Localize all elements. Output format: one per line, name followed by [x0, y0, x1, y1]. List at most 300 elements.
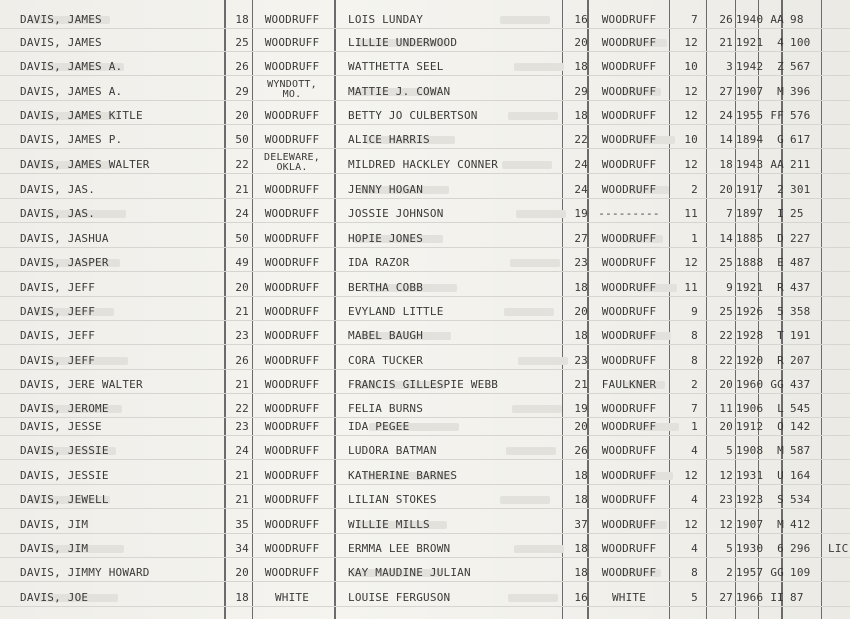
groom-residence: WOODRUFF: [264, 232, 320, 245]
bride-age: 20: [574, 305, 588, 318]
marriage-day: 11: [719, 402, 733, 415]
marriage-year: 1907: [736, 518, 764, 531]
groom-age: 23: [235, 329, 249, 342]
marriage-month: 9: [691, 305, 698, 318]
page-number: 211: [790, 158, 811, 171]
bride-age: 20: [574, 420, 588, 433]
bride-residence: WOODRUFF: [601, 232, 657, 245]
groom-name: DAVIS, JAMES A.: [20, 60, 123, 73]
groom-name: DAVIS, JAMES KITLE: [20, 109, 143, 122]
bride-name: FELIA BURNS: [348, 402, 424, 415]
bride-name: EVYLAND LITTLE: [348, 305, 444, 318]
marriage-month: 7: [691, 13, 698, 26]
groom-name: DAVIS, JERE WALTER: [20, 378, 143, 391]
bride-name: CORA TUCKER: [348, 354, 424, 367]
row-rule: [0, 124, 850, 125]
groom-residence: WOODRUFF: [264, 493, 320, 506]
bride-residence: WOODRUFF: [601, 542, 657, 555]
groom-age: 21: [235, 183, 249, 196]
page-number: 164: [790, 469, 811, 482]
bride-residence: WOODRUFF: [601, 354, 657, 367]
bride-name: LILLIE UNDERWOOD: [348, 36, 458, 49]
bleed-through-mark: [506, 447, 556, 455]
bride-name: LILIAN STOKES: [348, 493, 437, 506]
page-number: 545: [790, 402, 811, 415]
bride-name: LOIS LUNDAY: [348, 13, 424, 26]
groom-age: 24: [235, 444, 249, 457]
groom-name: DAVIS, JASHUA: [20, 232, 109, 245]
row-rule: [0, 100, 850, 101]
bride-residence: WOODRUFF: [601, 281, 657, 294]
groom-residence: WOODRUFF: [264, 354, 320, 367]
bride-age: 18: [574, 109, 588, 122]
marriage-day: 22: [719, 354, 733, 367]
marriage-day: 2: [726, 566, 733, 579]
page-number: 617: [790, 133, 811, 146]
book-number: E: [777, 256, 784, 269]
row-rule: [0, 271, 850, 272]
marriage-day: 20: [719, 183, 733, 196]
bride-residence: WOODRUFF: [601, 158, 657, 171]
marriage-month: 12: [684, 85, 698, 98]
row-rule: [0, 484, 850, 485]
marriage-year: 1955: [736, 109, 764, 122]
book-number: M: [777, 444, 784, 457]
marriage-day: 27: [719, 591, 733, 604]
bride-age: 18: [574, 60, 588, 73]
groom-name: DAVIS, JAS.: [20, 207, 96, 220]
groom-name: DAVIS, JESSE: [20, 420, 102, 433]
row-rule: [0, 581, 850, 582]
marriage-day: 27: [719, 85, 733, 98]
bride-age: 18: [574, 566, 588, 579]
groom-name: DAVIS, JAMES: [20, 36, 102, 49]
marriage-year: 1920: [736, 354, 764, 367]
book-number: R: [777, 281, 784, 294]
bride-name: MATTIE J. COWAN: [348, 85, 451, 98]
column-rule: [334, 0, 336, 619]
marriage-year: 1957: [736, 566, 764, 579]
marriage-month: 12: [684, 158, 698, 171]
groom-age: 26: [235, 60, 249, 73]
groom-name: DAVIS, JEFF: [20, 281, 96, 294]
bleed-through-mark: [514, 63, 564, 71]
marriage-year: 1942: [736, 60, 764, 73]
groom-residence: WOODRUFF: [264, 420, 320, 433]
groom-name: DAVIS, JEWELL: [20, 493, 109, 506]
bride-name: IDA RAZOR: [348, 256, 410, 269]
book-number: 5: [777, 305, 784, 318]
column-rule: [252, 0, 253, 619]
page-number: 437: [790, 281, 811, 294]
marriage-year: 1907: [736, 85, 764, 98]
bride-name: IDA PEGEE: [348, 420, 410, 433]
bride-name: LUDORA BATMAN: [348, 444, 437, 457]
row-rule: [0, 459, 850, 460]
marriage-month: 11: [684, 281, 698, 294]
bride-name: JOSSIE JOHNSON: [348, 207, 444, 220]
book-number: II: [770, 591, 784, 604]
marriage-day: 14: [719, 133, 733, 146]
bride-residence: WOODRUFF: [601, 85, 657, 98]
bleed-through-mark: [510, 259, 560, 267]
groom-age: 22: [235, 402, 249, 415]
bride-age: 22: [574, 133, 588, 146]
groom-residence: DELEWARE, OKLA.: [264, 152, 320, 173]
bride-age: 21: [574, 378, 588, 391]
bleed-through-mark: [514, 545, 564, 553]
marriage-month: 10: [684, 60, 698, 73]
groom-residence: WOODRUFF: [264, 13, 320, 26]
bleed-through-mark: [508, 594, 558, 602]
groom-age: 50: [235, 133, 249, 146]
groom-residence: WYNDOTT, MO.: [267, 79, 317, 100]
groom-residence: WOODRUFF: [264, 133, 320, 146]
groom-age: 20: [235, 281, 249, 294]
marriage-month: 2: [691, 378, 698, 391]
row-rule: [0, 173, 850, 174]
book-number: Z: [777, 60, 784, 73]
groom-age: 29: [235, 85, 249, 98]
groom-residence: WOODRUFF: [264, 183, 320, 196]
bride-residence: WOODRUFF: [601, 329, 657, 342]
bride-age: 20: [574, 36, 588, 49]
bride-residence: WOODRUFF: [601, 60, 657, 73]
bride-residence: WOODRUFF: [601, 133, 657, 146]
page-number: 437: [790, 378, 811, 391]
bride-age: 16: [574, 13, 588, 26]
marriage-day: 20: [719, 378, 733, 391]
marriage-day: 20: [719, 420, 733, 433]
marriage-year: 1888: [736, 256, 764, 269]
page-number: 567: [790, 60, 811, 73]
groom-name: DAVIS, JAS.: [20, 183, 96, 196]
page-number: 191: [790, 329, 811, 342]
marriage-year: 1917: [736, 183, 764, 196]
groom-residence: WOODRUFF: [264, 256, 320, 269]
marriage-month: 10: [684, 133, 698, 146]
book-number: O: [777, 420, 784, 433]
row-rule: [0, 369, 850, 370]
marriage-month: 11: [684, 207, 698, 220]
bride-residence: WOODRUFF: [601, 402, 657, 415]
bride-residence: WOODRUFF: [601, 305, 657, 318]
bride-name: KAY MAUDINE JULIAN: [348, 566, 471, 579]
bride-name: MABEL BAUGH: [348, 329, 424, 342]
marriage-month: 1: [691, 420, 698, 433]
bleed-through-mark: [500, 16, 550, 24]
marriage-month: 2: [691, 183, 698, 196]
bride-age: 18: [574, 281, 588, 294]
bride-residence: FAULKNER: [601, 378, 657, 391]
bride-age: 18: [574, 542, 588, 555]
groom-residence: WOODRUFF: [264, 469, 320, 482]
bleed-through-mark: [502, 161, 552, 169]
book-number: 4: [777, 36, 784, 49]
marriage-month: 4: [691, 493, 698, 506]
marriage-year: 1921: [736, 281, 764, 294]
groom-age: 18: [235, 13, 249, 26]
row-rule: [0, 508, 850, 509]
bride-name: ALICE HARRIS: [348, 133, 430, 146]
groom-age: 21: [235, 378, 249, 391]
marriage-year: 1921: [736, 36, 764, 49]
page-number: 142: [790, 420, 811, 433]
bride-name: FRANCIS GILLESPIE WEBB: [348, 378, 499, 391]
bleed-through-mark: [504, 308, 554, 316]
marriage-month: 12: [684, 469, 698, 482]
groom-residence: WOODRUFF: [264, 281, 320, 294]
marriage-day: 3: [726, 60, 733, 73]
bride-name: BETTY JO CULBERTSON: [348, 109, 478, 122]
bride-age: 37: [574, 518, 588, 531]
bride-name: ERMMA LEE BROWN: [348, 542, 451, 555]
book-number: FF: [770, 109, 784, 122]
marriage-month: 4: [691, 444, 698, 457]
page-number: 487: [790, 256, 811, 269]
book-number: 6: [777, 542, 784, 555]
page-number: 25: [790, 207, 804, 220]
marriage-day: 7: [726, 207, 733, 220]
book-number: M: [777, 518, 784, 531]
book-number: D: [777, 232, 784, 245]
page-number: 396: [790, 85, 811, 98]
groom-age: 22: [235, 158, 249, 171]
marriage-month: 12: [684, 518, 698, 531]
book-number: S: [777, 493, 784, 506]
groom-residence: WOODRUFF: [264, 36, 320, 49]
marriage-month: 7: [691, 402, 698, 415]
row-rule: [0, 393, 850, 394]
groom-residence: WOODRUFF: [264, 542, 320, 555]
marriage-day: 22: [719, 329, 733, 342]
groom-name: DAVIS, JAMES WALTER: [20, 158, 150, 171]
marriage-day: 12: [719, 469, 733, 482]
row-rule: [0, 557, 850, 558]
bride-residence: ---------: [598, 207, 660, 220]
groom-age: 25: [235, 36, 249, 49]
bride-age: 18: [574, 469, 588, 482]
marriage-year: 1908: [736, 444, 764, 457]
marriage-month: 5: [691, 591, 698, 604]
bride-name: MILDRED HACKLEY CONNER: [348, 158, 499, 171]
row-rule: [0, 75, 850, 76]
column-rule: [821, 0, 822, 619]
bride-name: WILLIE MILLS: [348, 518, 430, 531]
page-number: 98: [790, 13, 804, 26]
groom-age: 23: [235, 420, 249, 433]
bride-residence: WOODRUFF: [601, 183, 657, 196]
bride-age: 19: [574, 402, 588, 415]
groom-age: 21: [235, 305, 249, 318]
row-rule: [0, 198, 850, 199]
groom-name: DAVIS, JAMES P.: [20, 133, 123, 146]
marriage-year: 1897: [736, 207, 764, 220]
bride-name: BERTHA COBB: [348, 281, 424, 294]
page-number: 227: [790, 232, 811, 245]
groom-name: DAVIS, JEFF: [20, 354, 96, 367]
marriage-year: 1960: [736, 378, 764, 391]
bride-age: 24: [574, 183, 588, 196]
book-number: U: [777, 469, 784, 482]
bride-residence: WOODRUFF: [601, 36, 657, 49]
bride-age: 29: [574, 85, 588, 98]
column-rule: [224, 0, 226, 619]
marriage-year: 1940: [736, 13, 764, 26]
groom-residence: WOODRUFF: [264, 566, 320, 579]
book-number: GG: [770, 378, 784, 391]
row-rule: [0, 435, 850, 436]
groom-residence: WHITE: [274, 591, 310, 604]
book-number: L: [777, 402, 784, 415]
groom-age: 24: [235, 207, 249, 220]
marriage-month: 8: [691, 329, 698, 342]
bleed-through-mark: [500, 496, 550, 504]
groom-name: DAVIS, JASPER: [20, 256, 109, 269]
bride-residence: WOODRUFF: [601, 444, 657, 457]
marriage-year: 1912: [736, 420, 764, 433]
groom-age: 35: [235, 518, 249, 531]
marriage-day: 18: [719, 158, 733, 171]
book-number: G: [777, 133, 784, 146]
bride-residence: WOODRUFF: [601, 493, 657, 506]
marriage-year: 1894: [736, 133, 764, 146]
marriage-day: 14: [719, 232, 733, 245]
marriage-day: 5: [726, 542, 733, 555]
row-rule: [0, 222, 850, 223]
page-number: 109: [790, 566, 811, 579]
bride-age: 23: [574, 256, 588, 269]
marriage-year: 1923: [736, 493, 764, 506]
marriage-day: 23: [719, 493, 733, 506]
marriage-year: 1928: [736, 329, 764, 342]
bleed-through-mark: [512, 405, 562, 413]
bride-age: 23: [574, 354, 588, 367]
groom-age: 18: [235, 591, 249, 604]
groom-name: DAVIS, JESSIE: [20, 469, 109, 482]
marriage-month: 8: [691, 354, 698, 367]
bleed-through-mark: [516, 210, 566, 218]
bride-residence: WHITE: [611, 591, 647, 604]
groom-name: DAVIS, JIMMY HOWARD: [20, 566, 150, 579]
groom-residence: WOODRUFF: [264, 60, 320, 73]
bride-name: JENNY HOGAN: [348, 183, 424, 196]
marriage-month: 8: [691, 566, 698, 579]
groom-age: 26: [235, 354, 249, 367]
bride-age: 24: [574, 158, 588, 171]
bride-residence: WOODRUFF: [601, 109, 657, 122]
row-rule: [0, 417, 850, 418]
marriage-year: 1906: [736, 402, 764, 415]
marriage-day: 9: [726, 281, 733, 294]
marriage-day: 24: [719, 109, 733, 122]
book-number: R: [777, 354, 784, 367]
groom-age: 21: [235, 493, 249, 506]
marriage-day: 25: [719, 256, 733, 269]
groom-name: DAVIS, JIM: [20, 542, 89, 555]
book-number: 2: [777, 183, 784, 196]
page-number: 100: [790, 36, 811, 49]
groom-name: DAVIS, JEFF: [20, 329, 96, 342]
marriage-year: 1931: [736, 469, 764, 482]
marriage-month: 12: [684, 256, 698, 269]
bride-age: 18: [574, 493, 588, 506]
book-number: GG: [770, 566, 784, 579]
groom-name: DAVIS, JESSIE: [20, 444, 109, 457]
marriage-year: 1966: [736, 591, 764, 604]
marriage-month: 12: [684, 36, 698, 49]
groom-residence: WOODRUFF: [264, 305, 320, 318]
groom-residence: WOODRUFF: [264, 518, 320, 531]
marriage-day: 21: [719, 36, 733, 49]
groom-name: DAVIS, JAMES: [20, 13, 102, 26]
bride-name: KATHERINE BARNES: [348, 469, 458, 482]
page-number: 534: [790, 493, 811, 506]
row-rule: [0, 606, 850, 607]
bride-residence: WOODRUFF: [601, 13, 657, 26]
groom-residence: WOODRUFF: [264, 444, 320, 457]
page-number: 412: [790, 518, 811, 531]
bride-name: HOPIE JONES: [348, 232, 424, 245]
groom-age: 20: [235, 109, 249, 122]
groom-name: DAVIS, JOE: [20, 591, 89, 604]
row-rule: [0, 533, 850, 534]
row-rule: [0, 320, 850, 321]
page-number: 358: [790, 305, 811, 318]
book-number: AA: [770, 158, 784, 171]
groom-age: 34: [235, 542, 249, 555]
license-note: LIC: [828, 542, 849, 555]
page-number: 576: [790, 109, 811, 122]
marriage-day: 5: [726, 444, 733, 457]
marriage-year: 1926: [736, 305, 764, 318]
marriage-year: 1885: [736, 232, 764, 245]
marriage-year: 1943: [736, 158, 764, 171]
book-number: M: [777, 85, 784, 98]
row-rule: [0, 28, 850, 29]
groom-age: 21: [235, 469, 249, 482]
book-number: AA: [770, 13, 784, 26]
bride-age: 18: [574, 329, 588, 342]
groom-age: 49: [235, 256, 249, 269]
page-number: 296: [790, 542, 811, 555]
marriage-day: 25: [719, 305, 733, 318]
marriage-day: 26: [719, 13, 733, 26]
marriage-month: 12: [684, 109, 698, 122]
bleed-through-mark: [508, 112, 558, 120]
groom-age: 50: [235, 232, 249, 245]
book-number: T: [777, 329, 784, 342]
groom-residence: WOODRUFF: [264, 329, 320, 342]
book-number: I: [777, 207, 784, 220]
marriage-day: 12: [719, 518, 733, 531]
page-number: 587: [790, 444, 811, 457]
marriage-month: 1: [691, 232, 698, 245]
row-rule: [0, 296, 850, 297]
groom-residence: WOODRUFF: [264, 109, 320, 122]
page-number: 207: [790, 354, 811, 367]
row-rule: [0, 51, 850, 52]
groom-name: DAVIS, JEROME: [20, 402, 109, 415]
groom-name: DAVIS, JAMES A.: [20, 85, 123, 98]
page-number: 87: [790, 591, 804, 604]
bleed-through-mark: [518, 357, 568, 365]
groom-residence: WOODRUFF: [264, 402, 320, 415]
groom-age: 20: [235, 566, 249, 579]
marriage-month: 4: [691, 542, 698, 555]
marriage-year: 1930: [736, 542, 764, 555]
row-rule: [0, 247, 850, 248]
